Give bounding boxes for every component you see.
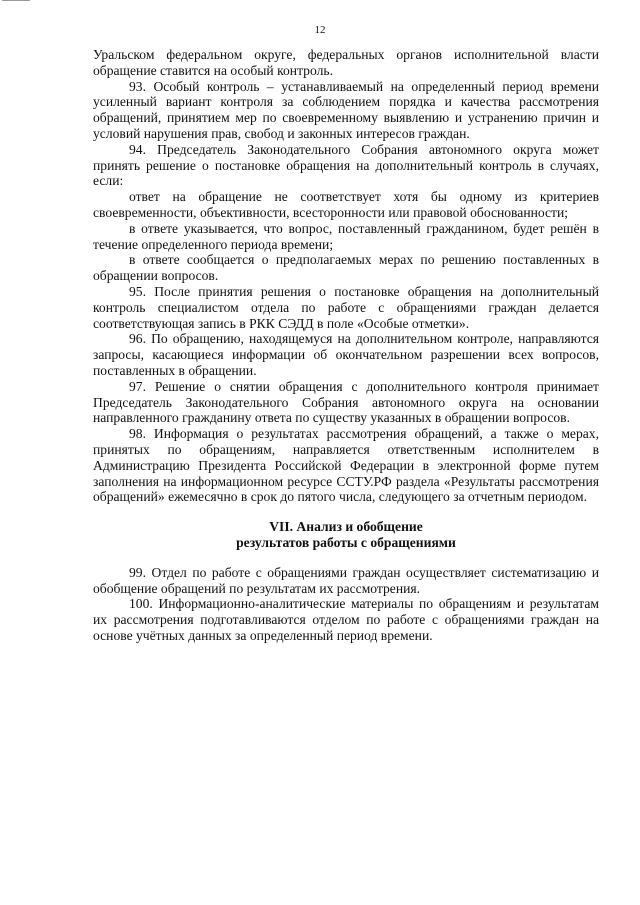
paragraph: 96. По обращению, находящемуся на дополнительном контроле, направляются запросы, касающиеся информации об окончательном разрешении всех вопросов, поставленных в обращении.: [93, 331, 599, 378]
paragraph: в ответе сообщается о предполагаемых мерах по решению поставленных в обращении вопросов.: [93, 252, 599, 284]
paragraph: Уральском федеральном округе, федеральных органов исполнительной власти обращение ставится на особый контроль.: [93, 47, 599, 78]
page-number: 12: [314, 24, 326, 36]
section-heading-line: результатов работы с обращениями: [236, 534, 456, 550]
scan-edge-mark: [2, 0, 30, 4]
paragraph: ответ на обращение не соответствует хотя бы одному из критериев своевременности, объективности, всесторонности или правовой обоснованности;: [93, 189, 599, 220]
paragraph: 99. Отдел по работе с обращениями граждан осуществляет систематизацию и обобщение обращений по результатам их рассмотрения.: [93, 564, 599, 596]
paragraph: 100. Информационно-аналитические материалы по обращениям и результатам их рассмотрения подготавливаются отделом по работе с обращениями граждан на основе учётных данных за определенный период времени.: [93, 596, 599, 643]
paragraph: 95. После принятия решения о постановке обращения на дополнительный контроль специалистом отдела по работе с обращениями граждан делается соответствующая запись в РКК СЭДД в поле «Особые отметки».: [93, 283, 599, 331]
section-heading: [93, 519, 599, 551]
paragraph: 93. Особый контроль – устанавливаемый на определенный период времени усиленный вариант контроля за соблюдением порядка и качества рассмотрения обращений, принятием мер по своевременному выявлению и устранению причин и условий нарушения прав, свобод и законных интересов граждан.: [93, 78, 599, 141]
paragraph: 94. Председатель Законодательного Собрания автономного округа может принять решение о постановке обращения на дополнительный контроль в случаях, если:: [93, 141, 599, 189]
paragraph: 98. Информация о результатах рассмотрения обращений, а также о мерах, принятых по обращениям, направляется ответственным исполнителем в Администрацию Президента Российской Федерации в электронной форме путем заполнения на информационном ресурсе ССТУ.РФ раздела «Результаты рассмотрения обращений» ежемесячно в срок до пятого числа, следующего за отчетным периодом.: [93, 426, 599, 505]
paragraph: 97. Решение о снятии обращения с дополнительного контроля принимает Председатель Законодательного Собрания автономного округа на основании направленного гражданину ответа по существу указанных в обращении вопросов.: [93, 378, 599, 426]
paragraph: в ответе указывается, что вопрос, поставленный гражданином, будет решён в течение определенного периода времени;: [93, 220, 599, 252]
section-heading-line: VII. Анализ и обобщение: [269, 519, 423, 535]
document-body: [93, 47, 599, 644]
